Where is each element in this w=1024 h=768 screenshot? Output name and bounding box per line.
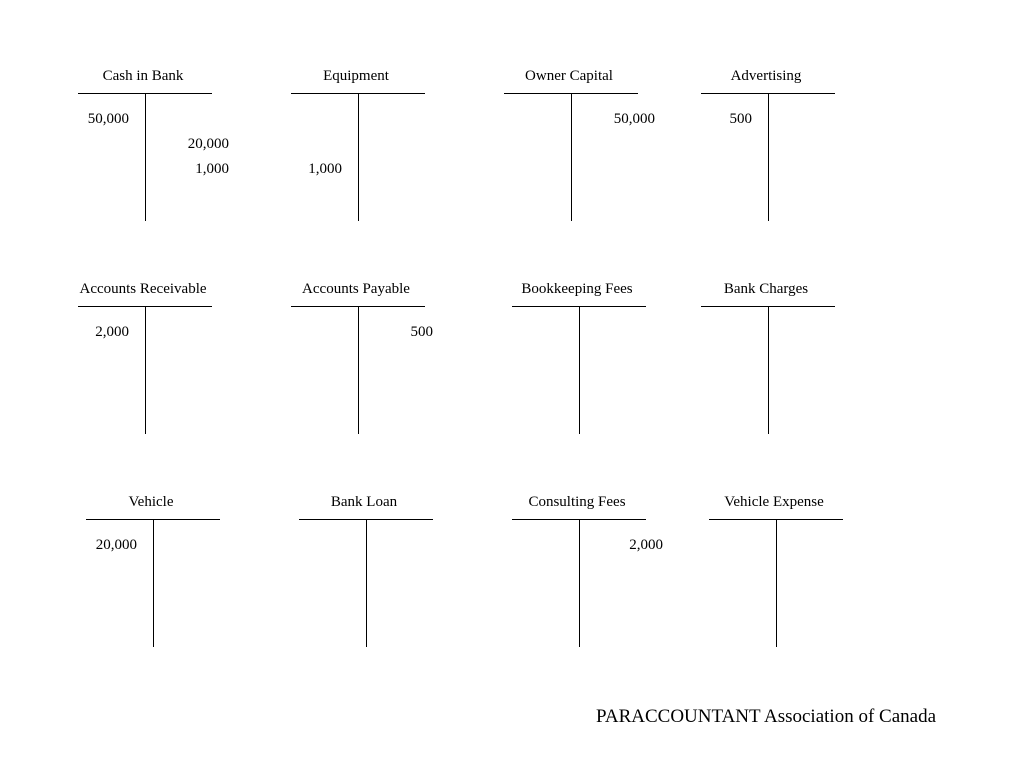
t-account-equipment xyxy=(286,67,426,237)
debit-entry: 500 xyxy=(729,111,752,127)
account-title: Advertising xyxy=(730,68,802,84)
t-account-accounts-receivable xyxy=(73,280,213,450)
t-account-vertical-line xyxy=(579,306,580,434)
t-account-vertical-line xyxy=(366,519,367,647)
t-account-vehicle xyxy=(81,493,221,663)
credit-entry: 1,000 xyxy=(195,161,229,177)
debit-entry: 20,000 xyxy=(95,537,137,553)
account-title: Bookkeeping Fees xyxy=(521,281,633,297)
debit-entry xyxy=(308,107,342,132)
account-title: Accounts Receivable xyxy=(79,281,207,297)
debit-column xyxy=(88,107,129,132)
account-title: Bank Charges xyxy=(723,281,809,297)
account-title: Owner Capital xyxy=(525,68,613,84)
debit-column xyxy=(730,107,753,132)
t-account-accounts-payable xyxy=(286,280,433,450)
credit-column xyxy=(614,107,655,132)
t-account-vertical-line xyxy=(358,93,359,221)
footer-organization-name: PARACCOUNTANT Association of Canada xyxy=(596,706,936,727)
t-account-bank-loan xyxy=(294,493,434,663)
t-account-vertical-line xyxy=(768,306,769,434)
t-account-vertical-line xyxy=(776,519,777,647)
t-account-bookkeeping-fees xyxy=(507,280,647,450)
credit-entry: 500 xyxy=(410,324,433,340)
t-account-cash-in-bank xyxy=(73,67,229,237)
credit-column xyxy=(188,107,229,182)
t-account-advertising xyxy=(696,67,836,237)
debit-entry xyxy=(308,132,342,157)
debit-column xyxy=(96,533,137,558)
account-title: Equipment xyxy=(323,68,389,84)
t-account-owner-capital xyxy=(499,67,655,237)
t-account-vertical-line xyxy=(768,93,769,221)
account-title: Vehicle Expense xyxy=(724,494,824,510)
t-account-vertical-line xyxy=(358,306,359,434)
t-account-vertical-line xyxy=(579,519,580,647)
credit-entry xyxy=(188,107,229,132)
account-title: Consulting Fees xyxy=(528,494,626,510)
credit-column xyxy=(629,533,663,558)
credit-entry: 50,000 xyxy=(613,111,655,127)
debit-column xyxy=(95,320,129,345)
debit-entry: 2,000 xyxy=(95,324,129,340)
debit-column xyxy=(308,107,342,182)
t-account-vertical-line xyxy=(571,93,572,221)
account-title: Bank Loan xyxy=(330,494,398,510)
t-account-vertical-line xyxy=(145,306,146,434)
t-account-consulting-fees xyxy=(507,493,663,663)
credit-entry: 2,000 xyxy=(629,537,663,553)
account-title: Vehicle xyxy=(128,494,174,510)
account-title: Cash in Bank xyxy=(102,68,184,84)
debit-entry: 50,000 xyxy=(87,111,129,127)
credit-entry: 20,000 xyxy=(187,136,229,152)
debit-entry: 1,000 xyxy=(308,161,342,177)
t-account-vertical-line xyxy=(153,519,154,647)
account-title: Accounts Payable xyxy=(302,281,410,297)
t-account-vehicle-expense xyxy=(704,493,844,663)
t-account-vertical-line xyxy=(145,93,146,221)
t-account-bank-charges xyxy=(696,280,836,450)
credit-column xyxy=(411,320,434,345)
